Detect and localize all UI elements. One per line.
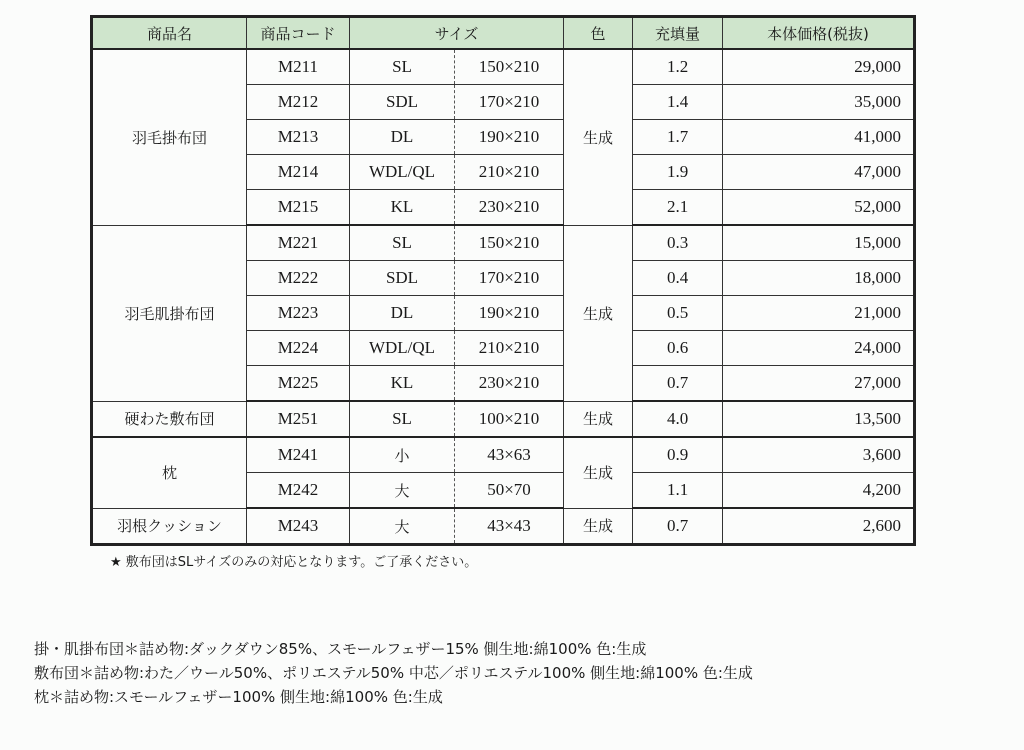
cell-price: 24,000 xyxy=(723,331,915,366)
cell-product-code: M224 xyxy=(247,331,350,366)
cell-product-code: M215 xyxy=(247,190,350,226)
cell-price: 21,000 xyxy=(723,296,915,331)
cell-product-name: 羽根クッション xyxy=(92,508,247,545)
table-row xyxy=(92,508,915,545)
footnote: ★ 敷布団はSLサイズのみの対応となります。ご了承ください。 xyxy=(110,555,478,570)
material-note-comforter: 掛・肌掛布団＊詰め物:ダックダウン85%、スモールフェザー15% 側生地:綿100% 色:生成 xyxy=(34,640,647,658)
table-body xyxy=(92,49,915,545)
cell-price: 18,000 xyxy=(723,261,915,296)
cell-fill-amount: 1.4 xyxy=(633,85,723,120)
cell-product-name: 硬わた敷布団 xyxy=(92,401,247,437)
cell-product-code: M214 xyxy=(247,155,350,190)
cell-fill-amount: 0.6 xyxy=(633,331,723,366)
cell-product-code: M225 xyxy=(247,366,350,402)
cell-fill-amount: 4.0 xyxy=(633,401,723,437)
cell-size-label: KL xyxy=(350,190,455,226)
header-product-code: 商品コード xyxy=(247,17,350,50)
cell-fill-amount: 0.7 xyxy=(633,508,723,545)
cell-size-label: WDL/QL xyxy=(350,331,455,366)
cell-color: 生成 xyxy=(564,401,633,437)
cell-price: 4,200 xyxy=(723,473,915,509)
cell-product-code: M221 xyxy=(247,225,350,261)
cell-dimensions: 190×210 xyxy=(455,120,564,155)
cell-dimensions: 210×210 xyxy=(455,331,564,366)
table-row xyxy=(92,401,915,437)
cell-product-name: 羽毛肌掛布団 xyxy=(92,225,247,401)
cell-dimensions: 50×70 xyxy=(455,473,564,509)
cell-size-label: 大 xyxy=(350,473,455,509)
cell-dimensions: 150×210 xyxy=(455,49,564,85)
product-spec-table xyxy=(90,15,916,546)
cell-fill-amount: 2.1 xyxy=(633,190,723,226)
cell-price: 13,500 xyxy=(723,401,915,437)
cell-product-code: M213 xyxy=(247,120,350,155)
cell-fill-amount: 1.1 xyxy=(633,473,723,509)
cell-fill-amount: 1.9 xyxy=(633,155,723,190)
cell-price: 15,000 xyxy=(723,225,915,261)
material-notes xyxy=(34,637,753,709)
cell-fill-amount: 0.5 xyxy=(633,296,723,331)
cell-dimensions: 230×210 xyxy=(455,366,564,402)
cell-dimensions: 100×210 xyxy=(455,401,564,437)
cell-price: 27,000 xyxy=(723,366,915,402)
cell-dimensions: 170×210 xyxy=(455,261,564,296)
cell-price: 35,000 xyxy=(723,85,915,120)
cell-dimensions: 43×43 xyxy=(455,508,564,545)
cell-product-code: M241 xyxy=(247,437,350,473)
cell-size-label: DL xyxy=(350,296,455,331)
cell-product-code: M251 xyxy=(247,401,350,437)
cell-size-label: WDL/QL xyxy=(350,155,455,190)
cell-product-code: M243 xyxy=(247,508,350,545)
cell-fill-amount: 1.7 xyxy=(633,120,723,155)
cell-price: 41,000 xyxy=(723,120,915,155)
cell-color: 生成 xyxy=(564,437,633,508)
table-row xyxy=(92,49,915,85)
cell-fill-amount: 0.4 xyxy=(633,261,723,296)
cell-size-label: 大 xyxy=(350,508,455,545)
cell-color: 生成 xyxy=(564,49,633,225)
cell-fill-amount: 0.9 xyxy=(633,437,723,473)
material-note-mattress: 敷布団＊詰め物:わた／ウール50%、ポリエステル50% 中芯／ポリエステル100% 側生地:綿100% 色:生成 xyxy=(34,664,753,682)
cell-fill-amount: 0.7 xyxy=(633,366,723,402)
table-header-row xyxy=(92,17,915,50)
cell-product-name: 羽毛掛布団 xyxy=(92,49,247,225)
table-row xyxy=(92,437,915,473)
cell-color: 生成 xyxy=(564,225,633,401)
cell-dimensions: 210×210 xyxy=(455,155,564,190)
cell-product-code: M223 xyxy=(247,296,350,331)
cell-price: 29,000 xyxy=(723,49,915,85)
cell-price: 47,000 xyxy=(723,155,915,190)
cell-size-label: SL xyxy=(350,401,455,437)
cell-product-code: M211 xyxy=(247,49,350,85)
cell-size-label: KL xyxy=(350,366,455,402)
cell-product-code: M212 xyxy=(247,85,350,120)
cell-size-label: DL xyxy=(350,120,455,155)
cell-product-name: 枕 xyxy=(92,437,247,508)
cell-color: 生成 xyxy=(564,508,633,545)
cell-fill-amount: 0.3 xyxy=(633,225,723,261)
cell-dimensions: 190×210 xyxy=(455,296,564,331)
header-fill-amount: 充填量 xyxy=(633,17,723,50)
cell-size-label: SL xyxy=(350,49,455,85)
cell-product-code: M242 xyxy=(247,473,350,509)
cell-fill-amount: 1.2 xyxy=(633,49,723,85)
cell-dimensions: 170×210 xyxy=(455,85,564,120)
cell-size-label: SDL xyxy=(350,85,455,120)
header-color: 色 xyxy=(564,17,633,50)
cell-dimensions: 43×63 xyxy=(455,437,564,473)
cell-price: 3,600 xyxy=(723,437,915,473)
cell-dimensions: 230×210 xyxy=(455,190,564,226)
header-product-name: 商品名 xyxy=(92,17,247,50)
material-note-pillow: 枕＊詰め物:スモールフェザー100% 側生地:綿100% 色:生成 xyxy=(34,688,443,706)
cell-dimensions: 150×210 xyxy=(455,225,564,261)
cell-size-label: SL xyxy=(350,225,455,261)
table-row xyxy=(92,225,915,261)
header-price: 本体価格(税抜) xyxy=(723,17,915,50)
cell-product-code: M222 xyxy=(247,261,350,296)
cell-price: 52,000 xyxy=(723,190,915,226)
cell-size-label: SDL xyxy=(350,261,455,296)
cell-size-label: 小 xyxy=(350,437,455,473)
cell-price: 2,600 xyxy=(723,508,915,545)
header-size: サイズ xyxy=(350,17,564,50)
